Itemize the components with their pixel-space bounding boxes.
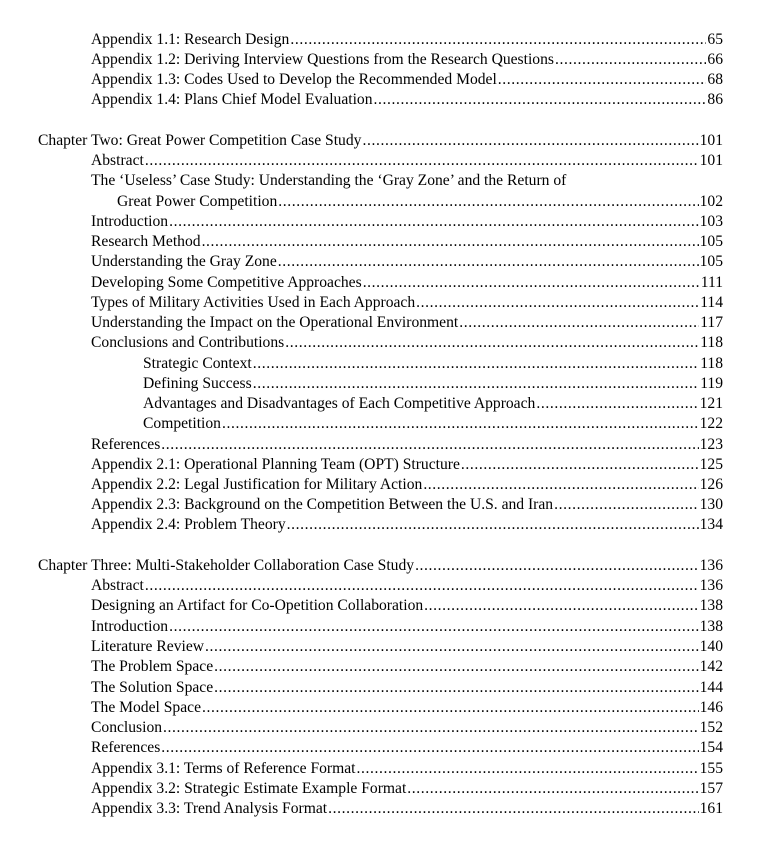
toc-entry-page: 105 [699,253,723,270]
toc-leader-dots [555,50,706,70]
toc-entry[interactable] [117,192,723,212]
toc-entry[interactable] [91,495,723,515]
toc-entry-page: 111 [700,274,723,291]
toc-leader-dots [357,759,699,779]
toc-entry[interactable] [91,576,723,596]
toc-entry-page: 134 [699,516,723,533]
toc-leader-dots [415,556,699,576]
toc-entry-label: The Solution Space [91,679,214,696]
toc-leader-dots [285,333,699,353]
toc-entry-label: Understanding the Gray Zone [91,253,277,270]
toc-entry[interactable] [91,50,723,70]
chapter-heading[interactable] [38,556,723,576]
toc-entry[interactable] [91,678,723,698]
toc-leader-dots [290,30,706,50]
toc-subentry-page: 122 [699,415,723,432]
toc-subentry-label: Competition [143,415,221,432]
toc-entry-label: Conclusion [91,719,163,736]
toc-entry-page: 157 [699,780,723,797]
toc-leader-dots [169,617,699,637]
toc-entry-label: Appendix 1.1: Research Design [91,31,290,48]
toc-entry-label: The Model Space [91,699,201,716]
toc-leader-dots [205,637,699,657]
toc-entry-page: 65 [707,31,723,48]
toc-entry-page: 118 [700,334,723,351]
toc-entry-page: 138 [699,618,723,635]
toc-entry[interactable] [91,70,723,90]
toc-leader-dots [163,718,699,738]
toc-leader-dots [253,374,699,394]
toc-entry-page: 130 [699,496,723,513]
toc-entry[interactable] [91,313,723,333]
toc-entry-label: References [91,739,161,756]
toc-entry-page: 155 [699,760,723,777]
toc-entry-label: Introduction [91,213,169,230]
toc-entry[interactable] [91,718,723,738]
toc-leader-dots [202,232,699,252]
toc-leader-dots [362,131,698,151]
toc-subentry[interactable] [143,354,723,374]
toc-leader-dots [222,414,699,434]
toc-entry-page: 103 [699,213,723,230]
toc-entry-page: 138 [699,597,723,614]
toc-entry[interactable] [91,779,723,799]
toc-entry-label: Appendix 1.4: Plans Chief Model Evaluation [91,91,373,108]
toc-entry-label: Conclusions and Contributions [91,334,285,351]
toc-leader-dots [407,779,698,799]
toc-subentry-page: 119 [700,375,723,392]
toc-leader-dots [498,70,707,90]
toc-leader-dots [459,313,699,333]
toc-leader-dots [161,738,698,758]
toc-entry[interactable] [91,759,723,779]
toc-leader-dots [169,212,699,232]
toc-leader-dots [278,252,699,272]
toc-subentry-label: Defining Success [143,375,252,392]
toc-entry-label: Appendix 3.3: Trend Analysis Format [91,800,328,817]
chapter-page: 136 [699,557,723,574]
toc-entry[interactable] [91,475,723,495]
toc-entry-page: 66 [707,51,723,68]
toc-leader-dots [328,799,699,819]
toc-entry-page: 152 [699,719,723,736]
toc-entry[interactable] [91,252,723,272]
toc-entry-page: 114 [700,294,723,311]
chapter-page: 101 [699,132,723,149]
toc-entry-label: Understanding the Impact on the Operational Environment [91,314,459,331]
toc-entry-label: References [91,436,161,453]
toc-entry[interactable] [91,333,723,353]
toc-entry[interactable] [91,799,723,819]
toc-entry-label: Appendix 2.1: Operational Planning Team (OPT) Structure [91,456,460,473]
toc-entry[interactable] [91,435,723,455]
toc-entry-label: Appendix 2.4: Problem Theory [91,516,286,533]
toc-entry-page: 86 [707,91,723,108]
toc-leader-dots [202,698,699,718]
toc-entry-page: 142 [699,658,723,675]
toc-subentry[interactable] [143,394,723,414]
toc-entry[interactable] [91,637,723,657]
toc-entry[interactable] [91,232,723,252]
toc-entry-label: Developing Some Competitive Approaches [91,274,362,291]
toc-leader-dots [554,495,699,515]
toc-entry[interactable] [91,90,723,110]
toc-entry-page: 117 [700,314,723,331]
toc-entry[interactable] [91,738,723,758]
toc-leader-dots [424,596,698,616]
chapter-title: Chapter Two: Great Power Competition Case Study [38,132,362,149]
toc-entry-page: 102 [699,193,723,210]
toc-entry-page: 123 [699,436,723,453]
chapter-heading[interactable] [38,131,723,151]
toc-entry-page: 126 [699,476,723,493]
toc-leader-dots [423,475,698,495]
toc-entry-label: Introduction [91,618,169,635]
toc-entry-page: 136 [699,577,723,594]
toc-subentry-page: 121 [699,395,723,412]
toc-entry-label: Abstract [91,577,144,594]
toc-leader-dots [461,455,699,475]
toc-entry-label: Appendix 3.2: Strategic Estimate Example Format [91,780,407,797]
toc-subentry-page: 118 [700,355,723,372]
toc-entry[interactable] [91,293,723,313]
toc-subentry-label: Strategic Context [143,355,252,372]
toc-entry-label: Appendix 1.2: Deriving Interview Questions from the Research Questions [91,51,554,68]
toc-leader-dots [214,657,698,677]
toc-entry[interactable] [91,455,723,475]
chapter-title: Chapter Three: Multi-Stakeholder Collaboration Case Study [38,557,415,574]
toc-entry-label: Literature Review [91,638,205,655]
toc-entry[interactable] [91,273,723,293]
toc-entry-label: Appendix 2.2: Legal Justification for Military Action [91,476,423,493]
toc-entry-label-line1[interactable]: The ‘Useless’ Case Study: Understanding the ‘Gray Zone’ and the Return of [91,172,567,189]
toc-entry-label: Appendix 3.1: Terms of Reference Format [91,760,356,777]
toc-entry[interactable] [91,596,723,616]
toc-entry-page: 161 [699,800,723,817]
toc-leader-dots [214,678,698,698]
toc-leader-dots [145,151,699,171]
toc-subentry[interactable] [143,414,723,434]
toc-subentry-label: Advantages and Disadvantages of Each Competitive Approach [143,395,536,412]
toc-leader-dots [416,293,699,313]
toc-entry-page: 140 [699,638,723,655]
toc-entry-label: Types of Military Activities Used in Each Approach [91,294,416,311]
toc-entry[interactable] [91,657,723,677]
toc-entry[interactable] [91,698,723,718]
toc-entry-page: 68 [707,71,723,88]
toc-entry[interactable] [91,151,723,171]
toc-entry-page: 144 [699,679,723,696]
toc-leader-dots [161,435,698,455]
toc-entry[interactable] [91,617,723,637]
toc-subentry[interactable] [143,374,723,394]
toc-entry-label: Appendix 1.3: Codes Used to Develop the Recommended Model [91,71,497,88]
toc-leader-dots [536,394,698,414]
toc-entry-page: 154 [699,739,723,756]
toc-leader-dots [253,354,699,374]
toc-leader-dots [278,192,698,212]
toc-entry-label: Abstract [91,152,144,169]
toc-leader-dots [287,515,699,535]
toc-entry-page: 101 [699,152,723,169]
toc-entry-label: Appendix 2.3: Background on the Competition Between the U.S. and Iran [91,496,554,513]
toc-entry-label: Research Method [91,233,201,250]
toc-entry[interactable] [91,30,723,50]
toc-entry[interactable] [91,515,723,535]
toc-entry[interactable] [91,212,723,232]
toc-entry-label: Designing an Artifact for Co-Opetition Collaboration [91,597,424,614]
toc-entry-page: 125 [699,456,723,473]
toc-leader-dots [145,576,699,596]
toc-entry-label: Great Power Competition [117,193,278,210]
toc-leader-dots [374,90,707,110]
toc-entry-label: The Problem Space [91,658,214,675]
toc-entry-page: 105 [699,233,723,250]
toc-leader-dots [363,273,700,293]
toc-entry-page: 146 [699,699,723,716]
